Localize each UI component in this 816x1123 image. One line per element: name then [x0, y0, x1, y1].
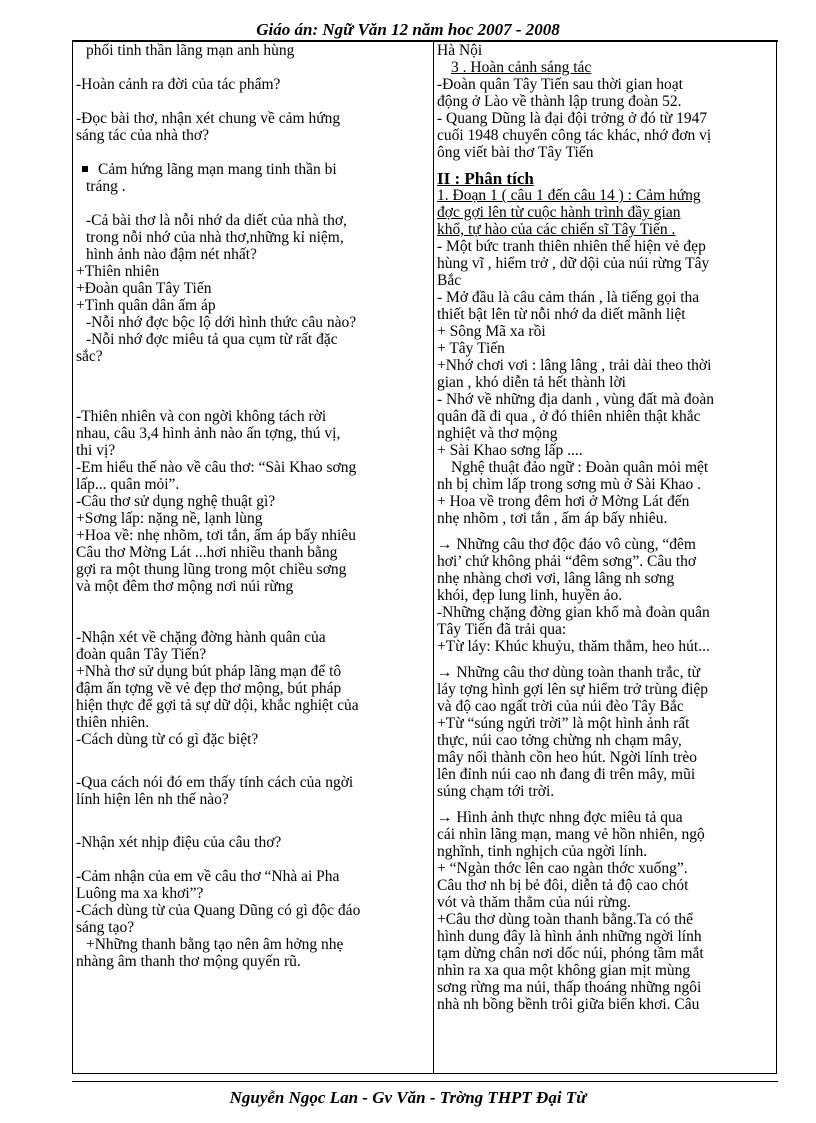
text-line: hiện thực để gợi tả sự dữ dội, khắc nghiệt của — [76, 697, 359, 714]
text-line: sắc? — [76, 348, 103, 365]
text-line: cái nhìn lãng mạn, mang vẻ hồn nhiên, ngộ — [437, 826, 705, 843]
text-line: +Đoàn quân Tây Tiến — [76, 280, 212, 297]
text-line: +Từ “súng ngửi trời” là một hình ảnh rất — [437, 715, 690, 732]
text-line: -Nỗi nhớ đợc bộc lộ dới hình thức câu nào? — [86, 314, 357, 331]
text-line: +Sơng lấp: nặng nề, lạnh lùng — [76, 510, 263, 527]
text-line: sáng tác của nhà thơ? — [76, 127, 209, 144]
text-line: +Nhớ chơi vơi : lâng lâng , trải dài theo thời — [437, 357, 712, 374]
text-line: gợi ra một thung lũng trong một chiều sơng — [76, 561, 347, 578]
text-line: thiết bật lên từ nỗi nhớ da diết mãnh liệt — [437, 306, 686, 323]
text-line: -Em hiểu thế nào về câu thơ: “Sài Khao sơng — [76, 459, 357, 476]
text-line: sơng rừng ma núi, thấp thoáng những ngôi — [437, 979, 702, 996]
text-line: thực, núi cao tởng chừng nh chạm mây, — [437, 732, 682, 749]
text-line: -Thiên nhiên và con ngời không tách rời — [76, 408, 327, 425]
text-line: đoàn quân Tây Tiến? — [76, 646, 207, 663]
text-line: 1. Đoạn 1 ( câu 1 đến câu 14 ) : Cảm hứng — [437, 187, 701, 204]
text-line: -Qua cách nói đó em thấy tính cách của ngời — [76, 774, 354, 791]
text-line: nhẹ nhàng chơi vơi, lâng lâng nh sơng — [437, 570, 675, 587]
footer-rule — [72, 1081, 778, 1082]
text-line: +Những thanh bằng tạo nên âm hởng nhẹ — [86, 936, 344, 953]
text-line: sáng tạo? — [76, 919, 135, 936]
teacher-student-activities-column — [76, 42, 426, 970]
text-line: -Đoàn quân Tây Tiến sau thời gian hoạt — [437, 76, 683, 93]
text-line: và độ cao ngất trời của núi đèo Tây Bắc — [437, 698, 684, 715]
section-heading: II : Phân tích — [437, 169, 534, 188]
text-line: → Hình ảnh thực nhng đợc miêu tả qua — [437, 809, 683, 826]
text-line: khói, đẹp lung linh, huyền ảo. — [437, 587, 623, 604]
text-line: + Sài Khao sơng lấp .... — [437, 442, 583, 459]
text-line: Cảm hứng lãng mạn mang tinh thần bi — [98, 161, 337, 178]
text-line: + Sông Mã xa rồi — [437, 323, 546, 340]
text-line: -Câu thơ sử dụng nghệ thuật gì? — [76, 493, 276, 510]
text-line: Bắc — [437, 272, 462, 289]
content-column — [437, 42, 773, 1013]
text-line: -Nhận xét nhịp điệu của câu thơ? — [76, 834, 282, 851]
text-line: thi vị? — [76, 442, 116, 459]
text-line: nghĩnh, tinh nghịch của ngời lính. — [437, 843, 648, 860]
text-line: đợc gợi lên từ cuộc hành trình đầy gian — [437, 204, 681, 221]
text-line: Nghệ thuật đảo ngữ : Đoàn quân mỏi mệt — [451, 459, 709, 476]
text-line: +Thiên nhiên — [76, 263, 160, 280]
text-line: lên đỉnh núi cao nh đang đi trên mây, mũi — [437, 766, 696, 783]
text-line: lính hiện lên nh thế nào? — [76, 791, 229, 808]
text-line: Câu thơ nh bị bẻ đôi, diễn tả độ cao chót — [437, 877, 689, 894]
text-line: quân đã đi qua , ở đó thiên nhiên thật khắc — [437, 408, 701, 425]
page-footer: Nguyễn Ngọc Lan - Gv Văn - Trờng THPT Đại Từ — [229, 1088, 587, 1107]
text-line: vót và thăm thẳm của núi rừng. — [437, 894, 631, 911]
text-line: láy tợng hình gợi lên sự hiểm trở trùng điệp — [437, 681, 709, 698]
text-line: Luông ma xa khơi”? — [76, 885, 204, 902]
text-line: -Đọc bài thơ, nhận xét chung về cảm hứng — [76, 110, 341, 127]
text-line: gian , khó diễn tả hết thành lời — [437, 374, 626, 391]
text-line: +Từ láy: Khúc khuỷu, thăm thẳm, heo hút... — [437, 638, 710, 655]
page-header: Giáo án: Ngữ Văn 12 năm hoc 2007 - 2008 — [256, 20, 560, 39]
text-line: + “Ngàn thớc lên cao ngàn thớc xuống”. — [437, 860, 688, 877]
text-line: phối tinh thần lãng mạn anh hùng — [86, 42, 295, 59]
text-line: động ở Lào về thành lập trung đoàn 52. — [437, 93, 682, 110]
text-line: nghiệt và thơ mộng — [437, 425, 558, 442]
text-line: -Cách dùng từ có gì đặc biệt? — [76, 731, 259, 748]
text-line: tráng . — [86, 178, 126, 195]
text-line: hơi’ chứ không phải “đêm sơng”. Câu thơ — [437, 553, 697, 570]
text-line: → Những câu thơ độc đáo vô cùng, “đêm — [437, 536, 696, 553]
text-line: -Cảm nhận của em về câu thơ “Nhà ai Pha — [76, 868, 340, 885]
text-line: -Nỗi nhớ đợc miêu tả qua cụm từ rất đặc — [86, 331, 338, 348]
column-divider — [433, 40, 434, 1074]
text-line: - Quang Dũng là đại đội trởng ở đó từ 1947 — [437, 110, 708, 127]
text-line: Tây Tiến đã trải qua: — [437, 621, 567, 638]
subsection-heading: 3 . Hoàn cảnh sáng tác — [451, 59, 592, 76]
text-line: -Hoàn cảnh ra đời của tác phẩm? — [76, 76, 281, 93]
text-line: + Tây Tiến — [437, 340, 505, 357]
text-line: +Tình quân dân ấm áp — [76, 297, 216, 314]
text-line: hình dung đây là hình ảnh những ngời lính — [437, 928, 702, 945]
text-line: nhàng âm thanh thơ mộng quyến rũ. — [76, 953, 301, 970]
text-line: Hà Nội — [437, 42, 483, 59]
text-line: +Hoa về: nhẹ nhõm, tơi tắn, ấm áp bấy nhiêu — [76, 527, 356, 544]
text-line: nhau, câu 3,4 hình ảnh nào ấn tợng, thú vị, — [76, 425, 341, 442]
text-line: -Cách dùng từ của Quang Dũng có gì độc đáo — [76, 902, 361, 919]
text-line: mây nối thành cồn heo hút. Ngời lính trèo — [437, 749, 698, 766]
text-line: đậm ấn tợng về vẻ đẹp thơ mộng, bút pháp — [76, 680, 342, 697]
text-line: ông viết bài thơ Tây Tiến — [437, 144, 594, 161]
text-line: nhà nh bồng bềnh trôi giữa biển khơi. Câu — [437, 996, 700, 1013]
text-line: -Cả bài thơ là nỗi nhớ da diết của nhà thơ, — [86, 212, 347, 229]
text-line: nh bị chìm lấp trong sơng mù ở Sài Khao . — [437, 476, 701, 493]
text-line: khổ, tự hào của các chiến sĩ Tây Tiến . — [437, 221, 676, 238]
bullet-item — [76, 161, 426, 178]
text-line: -Những chặng đờng gian khổ mà đoàn quân — [437, 604, 710, 621]
text-line: - Mở đầu là câu cảm thán , là tiếng gọi tha — [437, 289, 700, 306]
text-line: +Câu thơ dùng toàn thanh bằng.Ta có thể — [437, 911, 694, 928]
text-line: -Nhận xét về chặng đờng hành quân của — [76, 629, 326, 646]
text-line: trong nỗi nhớ của nhà thơ,những kỉ niệm, — [86, 229, 344, 246]
text-line: cuối 1948 chuyển công tác khác, nhớ đơn vị — [437, 127, 712, 144]
text-line: - Một bức tranh thiên nhiên thể hiện vẻ đẹp — [437, 238, 706, 255]
text-line: súng chạm tới trời. — [437, 783, 555, 800]
text-line: hùng vĩ , hiểm trở , dữ dội của núi rừng Tây — [437, 255, 710, 272]
text-line: thiên nhiên. — [76, 714, 150, 731]
text-line: +Nhà thơ sử dụng bút pháp lãng mạn để tô — [76, 663, 342, 680]
text-line: + Hoa về trong đêm hơi ở Mờng Lát đến — [437, 493, 690, 510]
text-line: - Nhớ về những địa danh , vùng đất mà đoàn — [437, 391, 715, 408]
square-bullet-icon — [82, 166, 88, 172]
text-line: nhẹ nhõm , tơi tắn , ấm áp bấy nhiêu. — [437, 510, 668, 527]
text-line: và một đêm thơ mộng nơi núi rừng — [76, 578, 294, 595]
text-line: hình ảnh nào đậm nét nhất? — [86, 246, 257, 263]
text-line: nhìn ra xa qua một không gian mịt mùng — [437, 962, 691, 979]
text-line: lấp... quân mỏi”. — [76, 476, 180, 493]
text-line: Câu thơ Mờng Lát ...hơi nhiều thanh bằng — [76, 544, 338, 561]
text-line: tạm dừng chân nơi dốc núi, phóng tầm mắt — [437, 945, 704, 962]
text-line: → Những câu thơ dùng toàn thanh trắc, từ — [437, 664, 701, 681]
